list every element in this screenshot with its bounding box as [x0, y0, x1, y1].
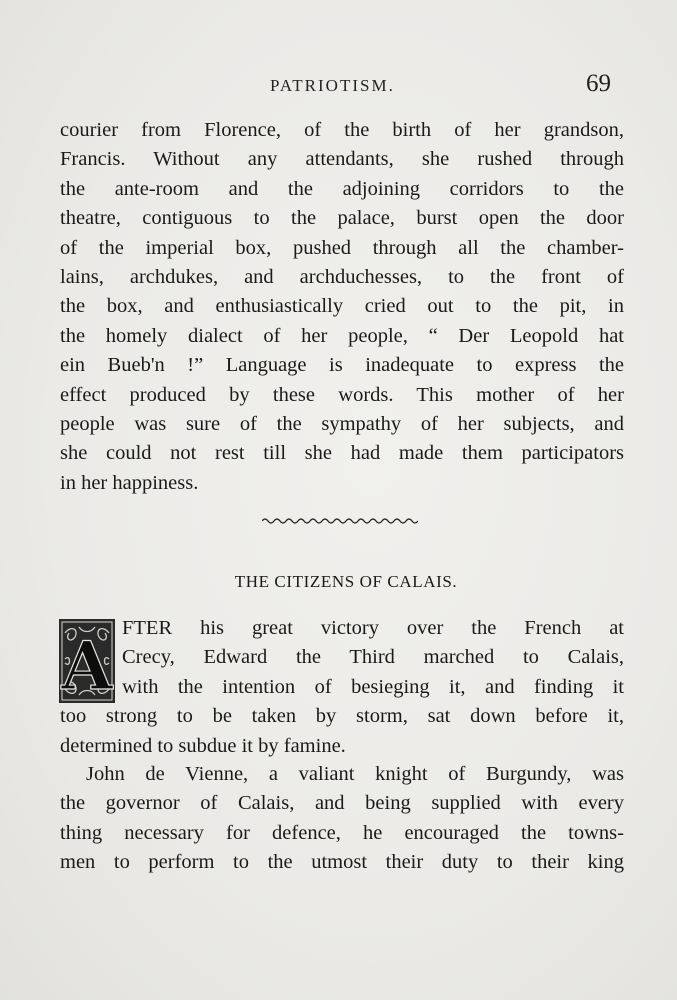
text-line: ein Bueb'n !” Language is inadequate to express the [60, 354, 624, 377]
text-line: the ante-room and the adjoining corridors to the [60, 177, 624, 200]
text-line: thing necessary for defence, he encouraged the towns- [60, 821, 624, 844]
text-line: Francis. Without any attendants, she rushed through [60, 148, 624, 171]
paragraph-3 [60, 760, 624, 878]
text-line: in her happiness. [60, 471, 199, 494]
text-line: men to perform to the utmost their duty to their king [60, 851, 624, 874]
text-line: too strong to be taken by storm, sat down before it, [60, 705, 624, 728]
text-line: the homely dialect of her people, “ Der Leopold hat [60, 324, 624, 347]
text-line: people was sure of the sympathy of her subjects, and [60, 412, 624, 435]
text-line: lains, archdukes, and archduchesses, to the front of [60, 265, 624, 288]
text-line: effect produced by these words. This mother of her [60, 383, 624, 406]
wavy-divider [262, 516, 418, 526]
text-line: courier from Florence, of the birth of her grandson, [60, 119, 624, 141]
text-line: with the intention of besieging it, and finding it [122, 675, 624, 698]
text-line: theatre, contiguous to the palace, burst open the door [60, 207, 624, 230]
text-line: she could not rest till she had made them participators [60, 442, 624, 465]
running-title: PATRIOTISM. [270, 76, 395, 95]
paragraph-1 [60, 116, 624, 498]
text-line: FTER his great victory over the French at [122, 617, 624, 639]
svg-text:A: A [61, 627, 113, 703]
text-line: the governor of Calais, and being supplied with every [60, 792, 624, 815]
section-title: THE CITIZENS OF CALAIS. [234, 572, 458, 591]
text-line: the box, and enthusiastically cried out to the pit, in [60, 295, 624, 318]
text-line: John de Vienne, a valiant knight of Burgundy, was [86, 763, 624, 785]
text-line: determined to subdue it by famine. [60, 734, 346, 757]
page-number: 69 [586, 70, 611, 97]
paragraph-2 [60, 614, 624, 761]
text-line: of the imperial box, pushed through all the chamber- [60, 236, 624, 259]
text-line: Crecy, Edward the Third marched to Calais, [122, 646, 624, 669]
